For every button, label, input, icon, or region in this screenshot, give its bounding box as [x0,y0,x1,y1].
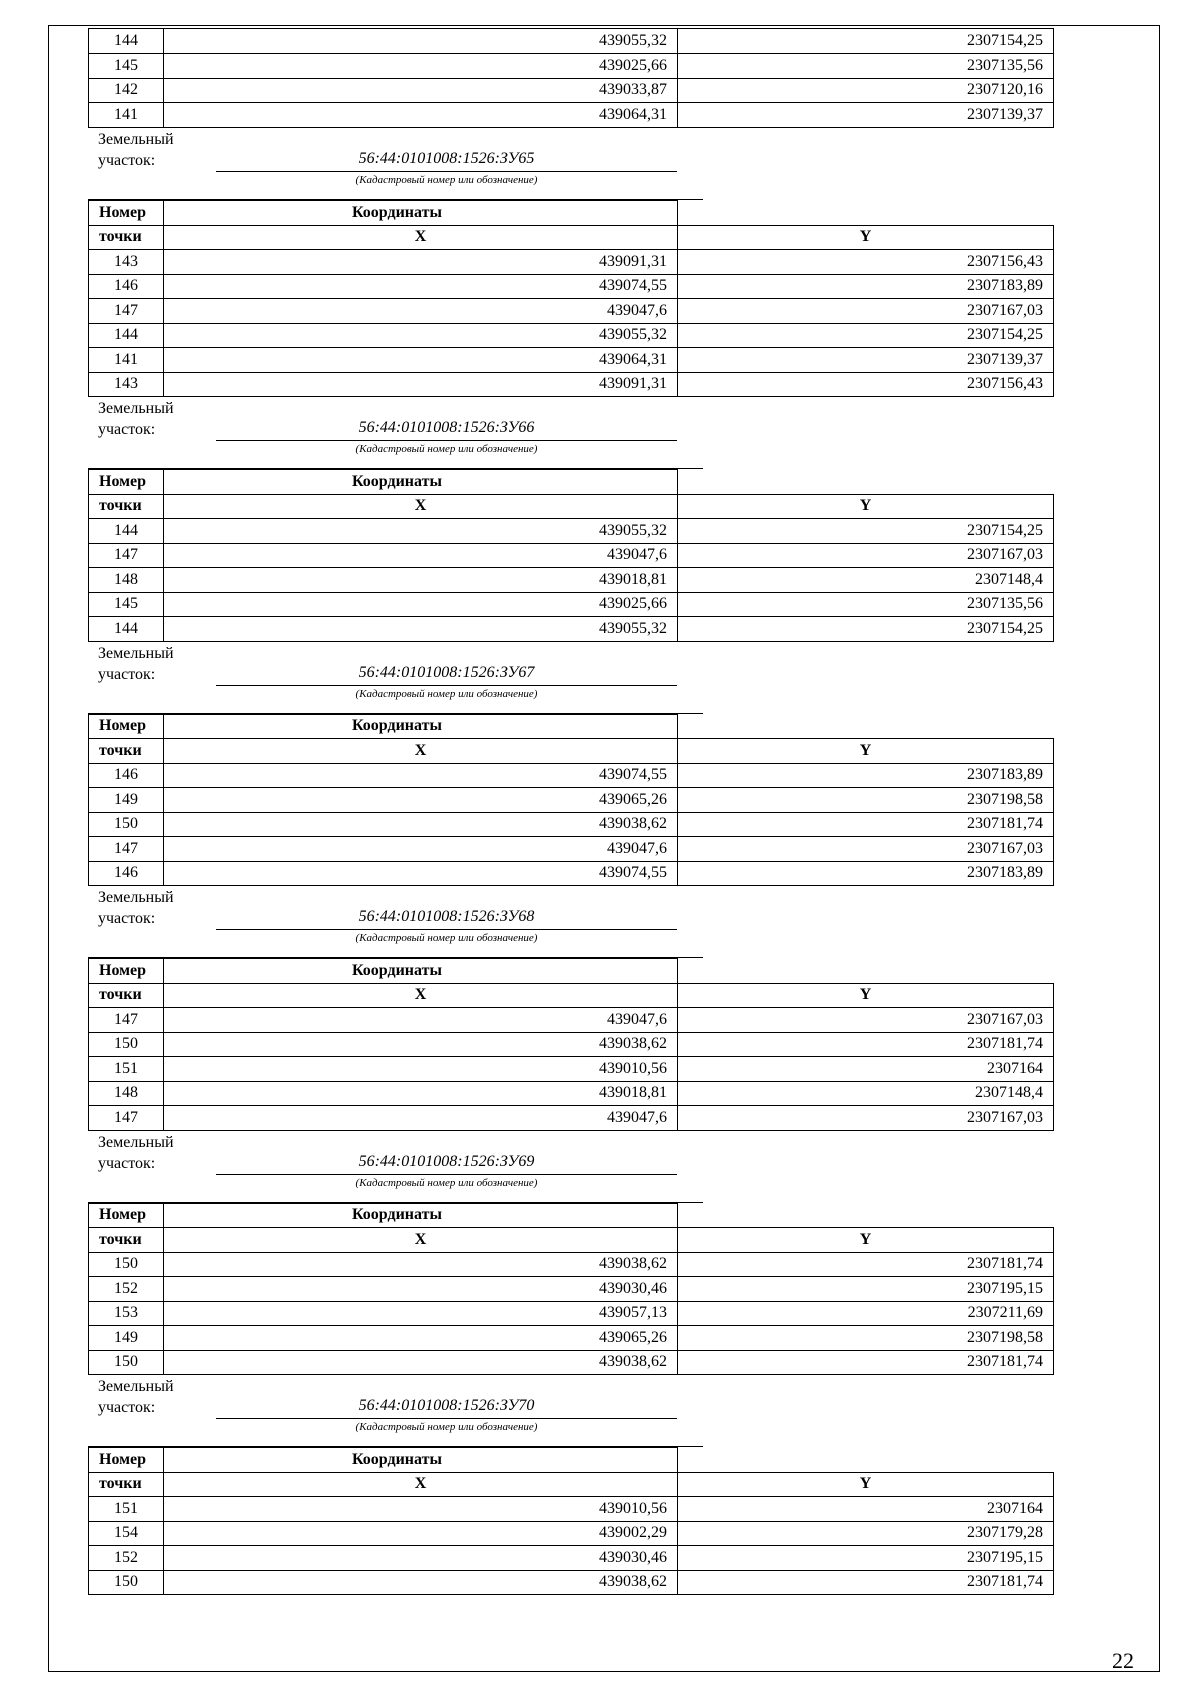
point-number-cell: 141 [89,103,164,128]
x-coordinate-cell: 439038,62 [164,1252,678,1277]
cadastral-number: 56:44:0101008:1526:ЗУ68 [358,908,535,926]
header-blank [678,470,1054,495]
cadastral-underline [216,685,677,686]
x-coordinate-cell: 439047,6 [164,1008,678,1033]
x-coordinate-cell: 439065,26 [164,788,678,813]
x-coordinate-cell: 439091,31 [164,372,678,397]
table-top-rule [88,199,703,200]
point-number-cell: 147 [89,543,164,568]
x-coordinate-cell: 439057,13 [164,1301,678,1326]
parcel-label-line2: участок: [98,152,156,170]
point-number-cell: 147 [89,299,164,324]
parcel-label-line1: Земельный [98,131,174,149]
cadastral-hint: (Кадастровый номер или обозначение) [355,1421,538,1434]
table-row [89,78,1054,103]
point-number-cell: 152 [89,1546,164,1571]
point-number-cell: 151 [89,1497,164,1522]
header-row [89,201,1054,226]
point-number-cell: 151 [89,1057,164,1082]
parcel-label-line2: участок: [98,421,156,439]
y-coordinate-cell: 2307156,43 [678,250,1054,275]
point-number-cell: 144 [89,29,164,54]
y-coordinate-cell: 2307154,25 [678,29,1054,54]
coordinates-header: Координаты [164,959,678,984]
y-header: Y [678,225,1054,250]
header-row [89,959,1054,984]
y-coordinate-cell: 2307139,37 [678,348,1054,373]
parcel-header [88,642,1054,714]
x-coordinate-cell: 439064,31 [164,348,678,373]
table-row [89,519,1054,544]
header-blank [678,959,1054,984]
parcel-header [88,1131,1054,1203]
point-number-cell: 146 [89,274,164,299]
header-row [89,1228,1054,1253]
header-row [89,1472,1054,1497]
parcel-header [88,128,1054,200]
x-coordinate-cell: 439074,55 [164,763,678,788]
cadastral-number: 56:44:0101008:1526:ЗУ70 [358,1397,535,1415]
point-number-header: Номер [89,201,164,226]
y-coordinate-cell: 2307183,89 [678,861,1054,886]
table-row [89,1106,1054,1131]
table-row [89,103,1054,128]
x-coordinate-cell: 439025,66 [164,53,678,78]
coords-table [88,469,1054,642]
table-row [89,323,1054,348]
coords-table-continued [88,28,1054,128]
y-coordinate-cell: 2307211,69 [678,1301,1054,1326]
parcel-label-line2: участок: [98,910,156,928]
table-row [89,543,1054,568]
point-number-cell: 150 [89,812,164,837]
table-row [89,1252,1054,1277]
x-coordinate-cell: 439065,26 [164,1326,678,1351]
y-coordinate-cell: 2307167,03 [678,837,1054,862]
y-coordinate-cell: 2307181,74 [678,812,1054,837]
parcel-label-line2: участок: [98,1399,156,1417]
table-row [89,274,1054,299]
table-row [89,1570,1054,1595]
y-coordinate-cell: 2307148,4 [678,1081,1054,1106]
x-coordinate-cell: 439038,62 [164,1032,678,1057]
point-number-cell: 145 [89,592,164,617]
y-coordinate-cell: 2307164 [678,1057,1054,1082]
parcel-header [88,397,1054,469]
x-coordinate-cell: 439091,31 [164,250,678,275]
point-number-cell: 147 [89,1008,164,1033]
point-number-cell: 150 [89,1252,164,1277]
table-row [89,1521,1054,1546]
x-header: X [164,983,678,1008]
point-number-cell: 153 [89,1301,164,1326]
cadastral-underline [216,440,677,441]
point-number-cell: 142 [89,78,164,103]
parcel-label-line2: участок: [98,665,156,683]
point-number-cell: 144 [89,323,164,348]
parcel-label-line1: Земельный [98,889,174,907]
cadastral-hint: (Кадастровый номер или обозначение) [355,443,538,456]
point-number-header: точки [89,739,164,764]
y-coordinate-cell: 2307135,56 [678,53,1054,78]
point-number-cell: 148 [89,1081,164,1106]
table-row [89,568,1054,593]
table-row [89,1277,1054,1302]
point-number-header: Номер [89,714,164,739]
cadastral-hint: (Кадастровый номер или обозначение) [355,932,538,945]
point-number-cell: 141 [89,348,164,373]
table-row [89,1008,1054,1033]
cadastral-number: 56:44:0101008:1526:ЗУ66 [358,419,535,437]
parcel-label-line1: Земельный [98,400,174,418]
y-coordinate-cell: 2307181,74 [678,1032,1054,1057]
coords-table [88,1203,1054,1376]
table-row [89,299,1054,324]
coords-table [88,1447,1054,1595]
coords-table [88,958,1054,1131]
point-number-cell: 152 [89,1277,164,1302]
point-number-cell: 146 [89,861,164,886]
table-top-rule [88,957,703,958]
table-row [89,763,1054,788]
coords-table [88,714,1054,887]
y-coordinate-cell: 2307198,58 [678,1326,1054,1351]
x-coordinate-cell: 439033,87 [164,78,678,103]
coordinates-header: Координаты [164,1203,678,1228]
parcel-label-line1: Земельный [98,644,174,662]
point-number-cell: 146 [89,763,164,788]
x-header: X [164,494,678,519]
page-number: 22 [1112,1648,1134,1673]
x-coordinate-cell: 439074,55 [164,861,678,886]
y-coordinate-cell: 2307154,25 [678,519,1054,544]
y-coordinate-cell: 2307167,03 [678,299,1054,324]
x-coordinate-cell: 439038,62 [164,812,678,837]
cadastral-underline [216,1174,677,1175]
header-blank [678,201,1054,226]
point-number-cell: 143 [89,250,164,275]
x-coordinate-cell: 439018,81 [164,1081,678,1106]
cadastral-hint: (Кадастровый номер или обозначение) [355,687,538,700]
y-coordinate-cell: 2307179,28 [678,1521,1054,1546]
x-coordinate-cell: 439038,62 [164,1570,678,1595]
x-coordinate-cell: 439038,62 [164,1350,678,1375]
header-row [89,225,1054,250]
x-coordinate-cell: 439010,56 [164,1057,678,1082]
cadastral-hint: (Кадастровый номер или обозначение) [355,174,538,187]
table-row [89,1326,1054,1351]
coordinates-header: Координаты [164,470,678,495]
header-row [89,470,1054,495]
cadastral-hint: (Кадастровый номер или обозначение) [355,1176,538,1189]
table-row [89,348,1054,373]
y-coordinate-cell: 2307120,16 [678,78,1054,103]
y-coordinate-cell: 2307183,89 [678,274,1054,299]
x-coordinate-cell: 439010,56 [164,1497,678,1522]
point-number-header: Номер [89,1448,164,1473]
y-header: Y [678,1472,1054,1497]
x-coordinate-cell: 439047,6 [164,837,678,862]
y-coordinate-cell: 2307139,37 [678,103,1054,128]
y-header: Y [678,739,1054,764]
x-coordinate-cell: 439030,46 [164,1546,678,1571]
table-row [89,812,1054,837]
point-number-header: Номер [89,470,164,495]
parcel-header [88,1375,1054,1447]
x-coordinate-cell: 439055,32 [164,29,678,54]
y-coordinate-cell: 2307181,74 [678,1252,1054,1277]
table-row [89,1546,1054,1571]
x-coordinate-cell: 439047,6 [164,1106,678,1131]
y-coordinate-cell: 2307181,74 [678,1570,1054,1595]
y-coordinate-cell: 2307181,74 [678,1350,1054,1375]
coordinates-header: Координаты [164,714,678,739]
parcel-label-line1: Земельный [98,1133,174,1151]
cadastral-number: 56:44:0101008:1526:ЗУ65 [358,150,535,168]
y-coordinate-cell: 2307154,25 [678,323,1054,348]
document-content [88,28,1054,1595]
point-number-cell: 147 [89,837,164,862]
table-row [89,1497,1054,1522]
point-number-header: точки [89,1228,164,1253]
y-coordinate-cell: 2307148,4 [678,568,1054,593]
x-header: X [164,1228,678,1253]
table-row [89,617,1054,642]
header-row [89,714,1054,739]
y-header: Y [678,1228,1054,1253]
point-number-header: Номер [89,1203,164,1228]
y-coordinate-cell: 2307167,03 [678,543,1054,568]
x-coordinate-cell: 439064,31 [164,103,678,128]
point-number-cell: 149 [89,1326,164,1351]
y-coordinate-cell: 2307195,15 [678,1277,1054,1302]
x-coordinate-cell: 439018,81 [164,568,678,593]
table-row [89,1081,1054,1106]
table-top-rule [88,1202,703,1203]
y-coordinate-cell: 2307154,25 [678,617,1054,642]
point-number-cell: 144 [89,519,164,544]
y-coordinate-cell: 2307183,89 [678,763,1054,788]
x-coordinate-cell: 439047,6 [164,543,678,568]
header-blank [678,714,1054,739]
header-row [89,1448,1054,1473]
header-row [89,983,1054,1008]
x-coordinate-cell: 439055,32 [164,519,678,544]
point-number-cell: 144 [89,617,164,642]
y-coordinate-cell: 2307156,43 [678,372,1054,397]
coordinates-header: Координаты [164,201,678,226]
x-header: X [164,739,678,764]
coords-table [88,200,1054,397]
table-row [89,372,1054,397]
point-number-cell: 149 [89,788,164,813]
table-row [89,1350,1054,1375]
table-top-rule [88,713,703,714]
header-row [89,739,1054,764]
header-blank [678,1448,1054,1473]
x-coordinate-cell: 439055,32 [164,323,678,348]
point-number-cell: 150 [89,1570,164,1595]
x-header: X [164,1472,678,1497]
table-row [89,592,1054,617]
table-row [89,1301,1054,1326]
table-row [89,53,1054,78]
parcel-label-line2: участок: [98,1154,156,1172]
cadastral-underline [216,171,677,172]
parcel-header [88,886,1054,958]
point-number-cell: 150 [89,1032,164,1057]
point-number-header: точки [89,1472,164,1497]
cadastral-underline [216,1418,677,1419]
x-coordinate-cell: 439025,66 [164,592,678,617]
table-row [89,788,1054,813]
x-coordinate-cell: 439074,55 [164,274,678,299]
table-top-rule [88,468,703,469]
point-number-cell: 143 [89,372,164,397]
table-row [89,837,1054,862]
header-row [89,494,1054,519]
table-row [89,29,1054,54]
y-header: Y [678,983,1054,1008]
coordinates-header: Координаты [164,1448,678,1473]
cadastral-number: 56:44:0101008:1526:ЗУ67 [358,663,535,681]
table-row [89,1032,1054,1057]
table-row [89,861,1054,886]
y-coordinate-cell: 2307135,56 [678,592,1054,617]
header-blank [678,1203,1054,1228]
y-coordinate-cell: 2307195,15 [678,1546,1054,1571]
header-row [89,1203,1054,1228]
point-number-header: точки [89,983,164,1008]
table-top-rule [88,1446,703,1447]
y-coordinate-cell: 2307198,58 [678,788,1054,813]
parcel-label-line1: Земельный [98,1378,174,1396]
point-number-cell: 145 [89,53,164,78]
y-header: Y [678,494,1054,519]
y-coordinate-cell: 2307167,03 [678,1008,1054,1033]
y-coordinate-cell: 2307167,03 [678,1106,1054,1131]
y-coordinate-cell: 2307164 [678,1497,1054,1522]
point-number-header: точки [89,494,164,519]
table-row [89,1057,1054,1082]
x-header: X [164,225,678,250]
x-coordinate-cell: 439047,6 [164,299,678,324]
point-number-cell: 154 [89,1521,164,1546]
x-coordinate-cell: 439002,29 [164,1521,678,1546]
point-number-header: Номер [89,959,164,984]
x-coordinate-cell: 439030,46 [164,1277,678,1302]
x-coordinate-cell: 439055,32 [164,617,678,642]
point-number-cell: 147 [89,1106,164,1131]
cadastral-underline [216,929,677,930]
cadastral-number: 56:44:0101008:1526:ЗУ69 [358,1152,535,1170]
table-row [89,250,1054,275]
point-number-cell: 148 [89,568,164,593]
point-number-cell: 150 [89,1350,164,1375]
point-number-header: точки [89,225,164,250]
